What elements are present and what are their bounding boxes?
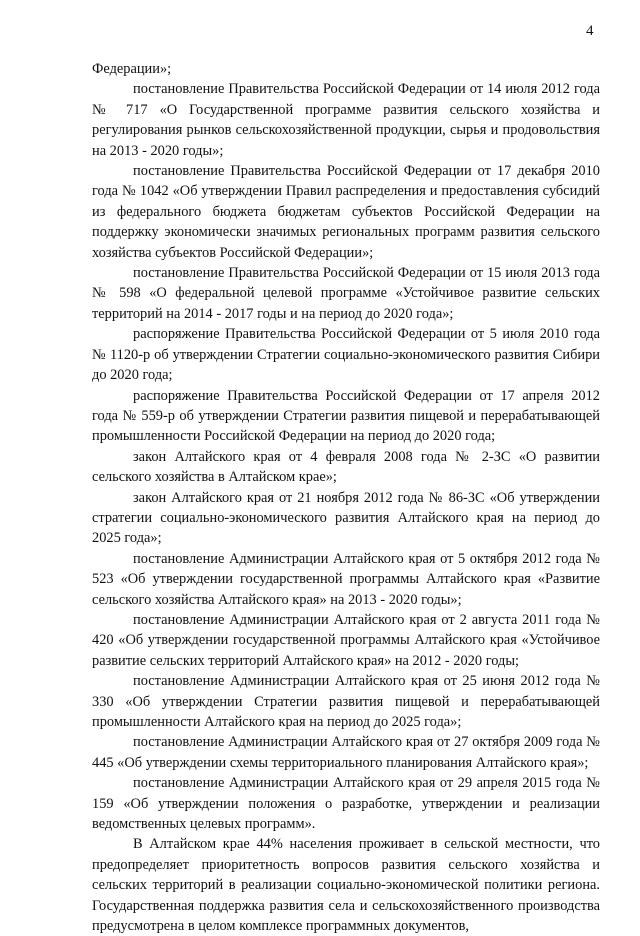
paragraph-continuation: Федерации»; <box>92 61 172 77</box>
paragraph-decree-445: постановление Администрации Алтайского края от 27 октября 2009 года № 445 «Об утверждении схемы территориального планирования Алтайского края»; <box>92 734 600 771</box>
paragraph-order-559r: распоряжение Правительства Российской Федерации от 17 апреля 2012 года № 559-р об утверждении Стратегии развития пищевой и перерабатывающей промышленности Российской Федерации на период до 2020 года; <box>92 387 600 445</box>
page-number: 4 <box>586 23 594 39</box>
paragraph-law-86zs: закон Алтайского края от 21 ноября 2012 года № 86-ЗС «Об утверждении стратегии социально-экономического развития Алтайского края на период до 2025 года»; <box>92 489 600 547</box>
paragraph-decree-159: постановление Администрации Алтайского края от 29 апреля 2015 года № 159 «Об утверждении положения о разработке, утверждении и реализации ведомственных целевых программ». <box>92 775 600 833</box>
paragraph-decree-598: постановление Правительства Российской Федерации от 15 июля 2013 года № 598 «О федеральной целевой программе «Устойчивое развитие сельских территорий на 2014 - 2017 годы и на период до 2020 года»; <box>92 265 600 322</box>
paragraph-decree-330: постановление Администрации Алтайского края от 25 июня 2012 года № 330 «Об утверждении Стратегии развития пищевой и перерабатывающей промышленности Алтайского края на период до 2025 года»; <box>92 673 600 730</box>
paragraph-decree-523: постановление Администрации Алтайского края от 5 октября 2012 года № 523 «Об утверждении государственной программы Алтайского края «Развитие сельского хозяйства Алтайского края» на 2013 - 2020 годы»; <box>92 550 600 608</box>
paragraph-decree-717: постановление Правительства Российской Федерации от 14 июля 2012 года № 717 «О Государственной программе развития сельского хозяйства и регулирования рынков сельскохозяйственной продукции, сырья и продовольствия на 2013 - 2020 годы»; <box>92 81 600 159</box>
paragraph-decree-420: постановление Администрации Алтайского края от 2 августа 2011 года № 420 «Об утверждении государственной программы Алтайского края «Устойчивое развитие сельских территорий Алтайского края» на 2012 - 2020 годы; <box>92 611 600 669</box>
document-body <box>92 59 600 936</box>
paragraph-rural-population: В Алтайском крае 44% населения проживает в сельской местности, что предопределяет приоритетность вопросов развития сельского хозяйства и сельских территорий в реализации социально-экономической политики региона. Государственная поддержка развития села и сельскохозяйственного производства предусмотрена в целом комплексе программных документов, <box>92 836 600 935</box>
paragraph-law-2zs: закон Алтайского края от 4 февраля 2008 года № 2-ЗС «О развитии сельского хозяйства в Алтайском крае»; <box>92 448 600 486</box>
paragraph-order-1120r: распоряжение Правительства Российской Федерации от 5 июля 2010 года № 1120-р об утверждении Стратегии социально-экономического развития Сибири до 2020 года; <box>92 326 600 384</box>
paragraph-decree-1042: постановление Правительства Российской Федерации от 17 декабря 2010 года № 1042 «Об утверждении Правил распределения и предоставления субсидий из федерального бюджета бюджетам субъектов Российской Федерации на поддержку экономически значимых региональных программ развития сельского хозяйства субъектов Российской Федерации»; <box>92 163 600 261</box>
